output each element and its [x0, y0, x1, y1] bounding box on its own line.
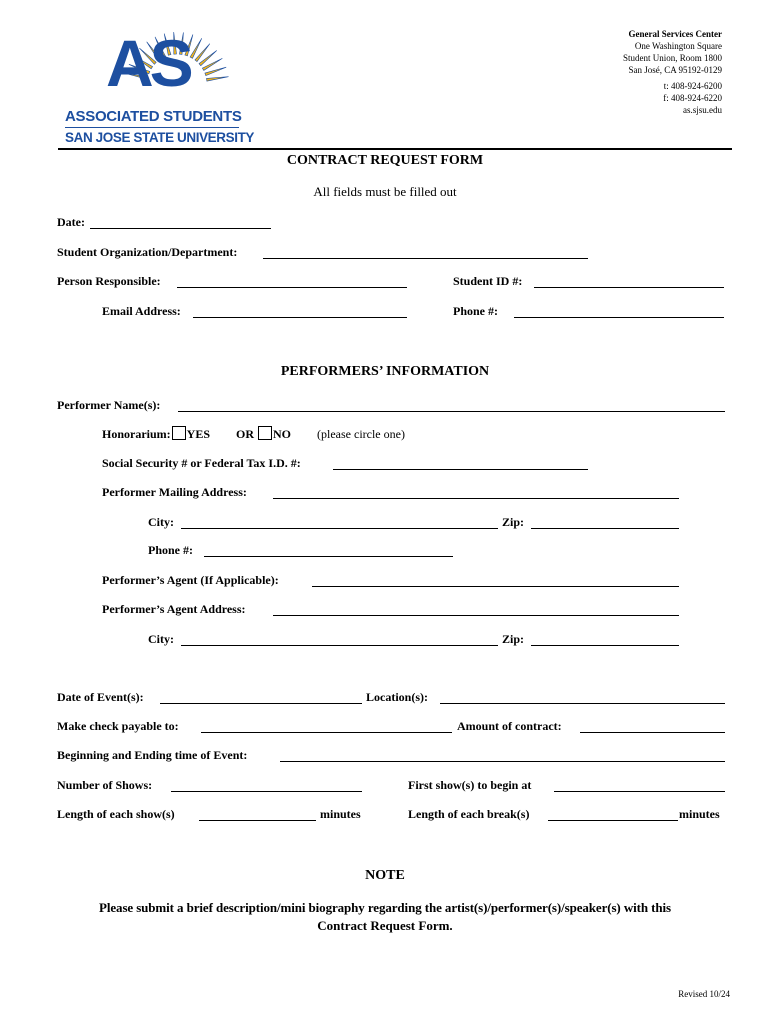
length-label: Length of each show(s)	[57, 807, 175, 821]
contact-address3: San José, CA 95192-0129	[628, 65, 722, 75]
revised-note: Revised 10/24	[678, 989, 730, 999]
check-field[interactable]	[201, 718, 452, 733]
amount-field[interactable]	[580, 718, 725, 733]
or-label: OR	[236, 427, 255, 441]
city-label: City:	[148, 515, 174, 529]
contact-address2: Student Union, Room 1800	[622, 53, 722, 63]
logo-divider	[65, 127, 239, 128]
email-field[interactable]	[193, 303, 407, 318]
location-field[interactable]	[440, 689, 725, 704]
break-field[interactable]	[548, 806, 678, 821]
time-field[interactable]	[280, 747, 725, 762]
event-date-field[interactable]	[160, 689, 362, 704]
first-show-field[interactable]	[554, 777, 725, 792]
agent-city-field[interactable]	[181, 631, 498, 646]
agent-address-label: Performer’s Agent Address:	[102, 602, 246, 616]
form-title: CONTRACT REQUEST FORM	[286, 153, 484, 168]
performers-heading: PERFORMERS’ INFORMATION	[280, 364, 490, 379]
circle-note: (please circle one)	[317, 427, 405, 441]
header-rule	[58, 148, 732, 150]
org-field[interactable]	[263, 244, 588, 259]
date-field[interactable]	[90, 214, 271, 229]
person-field[interactable]	[177, 273, 407, 288]
performer-phone-label: Phone #:	[148, 543, 193, 557]
logo-org-line2: SAN JOSE STATE UNIVERSITY	[65, 130, 255, 145]
city-field[interactable]	[181, 514, 498, 529]
time-label: Beginning and Ending time of Event:	[57, 748, 248, 762]
zip-label: Zip:	[502, 515, 525, 529]
shows-field[interactable]	[171, 777, 362, 792]
note-line2: Contract Request Form.	[317, 918, 453, 933]
agent-zip-field[interactable]	[531, 631, 679, 646]
yes-label: YES	[186, 427, 211, 441]
ssn-field[interactable]	[333, 455, 588, 470]
length-field[interactable]	[199, 806, 316, 821]
shows-label: Number of Shows:	[57, 778, 153, 792]
honorarium-label: Honorarium:	[102, 427, 171, 441]
email-label: Email Address:	[102, 304, 181, 318]
contact-phone: t: 408-924-6200	[663, 81, 722, 91]
contact-fax: f: 408-924-6220	[663, 93, 722, 103]
mailing-field[interactable]	[273, 484, 679, 499]
person-label: Person Responsible:	[57, 274, 161, 288]
minutes-label-1: minutes	[320, 807, 361, 821]
performer-phone-field[interactable]	[204, 542, 453, 557]
logo-letters: AS	[106, 26, 190, 100]
yes-checkbox[interactable]	[172, 426, 186, 440]
honorarium-row	[102, 426, 405, 441]
minutes-label-2: minutes	[679, 807, 720, 821]
performer-name-label: Performer Name(s):	[57, 398, 161, 412]
student-id-field[interactable]	[534, 273, 724, 288]
mailing-label: Performer Mailing Address:	[102, 485, 247, 499]
no-label: NO	[273, 427, 292, 441]
check-label: Make check payable to:	[57, 719, 179, 733]
first-show-label: First show(s) to begin at	[408, 778, 532, 792]
phone-field[interactable]	[514, 303, 724, 318]
note-heading: NOTE	[365, 868, 405, 883]
as-logo	[62, 24, 255, 149]
form-subtitle: All fields must be filled out	[313, 184, 457, 199]
performer-name-field[interactable]	[178, 397, 725, 412]
break-label: Length of each break(s)	[408, 807, 530, 821]
no-checkbox[interactable]	[258, 426, 272, 440]
agent-address-field[interactable]	[273, 601, 679, 616]
zip-field[interactable]	[531, 514, 679, 529]
contact-center: General Services Center	[628, 29, 722, 39]
amount-label: Amount of contract:	[457, 719, 562, 733]
location-label: Location(s):	[366, 690, 428, 704]
org-label: Student Organization/Department:	[57, 245, 238, 259]
note-line1: Please submit a brief description/mini biography regarding the artist(s)/performer(s)/speaker(s) with this	[99, 900, 671, 915]
agent-label: Performer’s Agent (If Applicable):	[102, 573, 279, 587]
logo-org-line1: ASSOCIATED STUDENTS	[65, 108, 242, 125]
agent-zip-label: Zip:	[502, 632, 525, 646]
contact-web: as.sjsu.edu	[683, 105, 722, 115]
phone-label: Phone #:	[453, 304, 498, 318]
agent-city-label: City:	[148, 632, 174, 646]
student-id-label: Student ID #:	[453, 274, 523, 288]
contact-address1: One Washington Square	[634, 41, 722, 51]
date-label: Date:	[57, 215, 85, 229]
ssn-label: Social Security # or Federal Tax I.D. #:	[102, 456, 301, 470]
event-date-label: Date of Event(s):	[57, 690, 144, 704]
agent-field[interactable]	[312, 572, 679, 587]
